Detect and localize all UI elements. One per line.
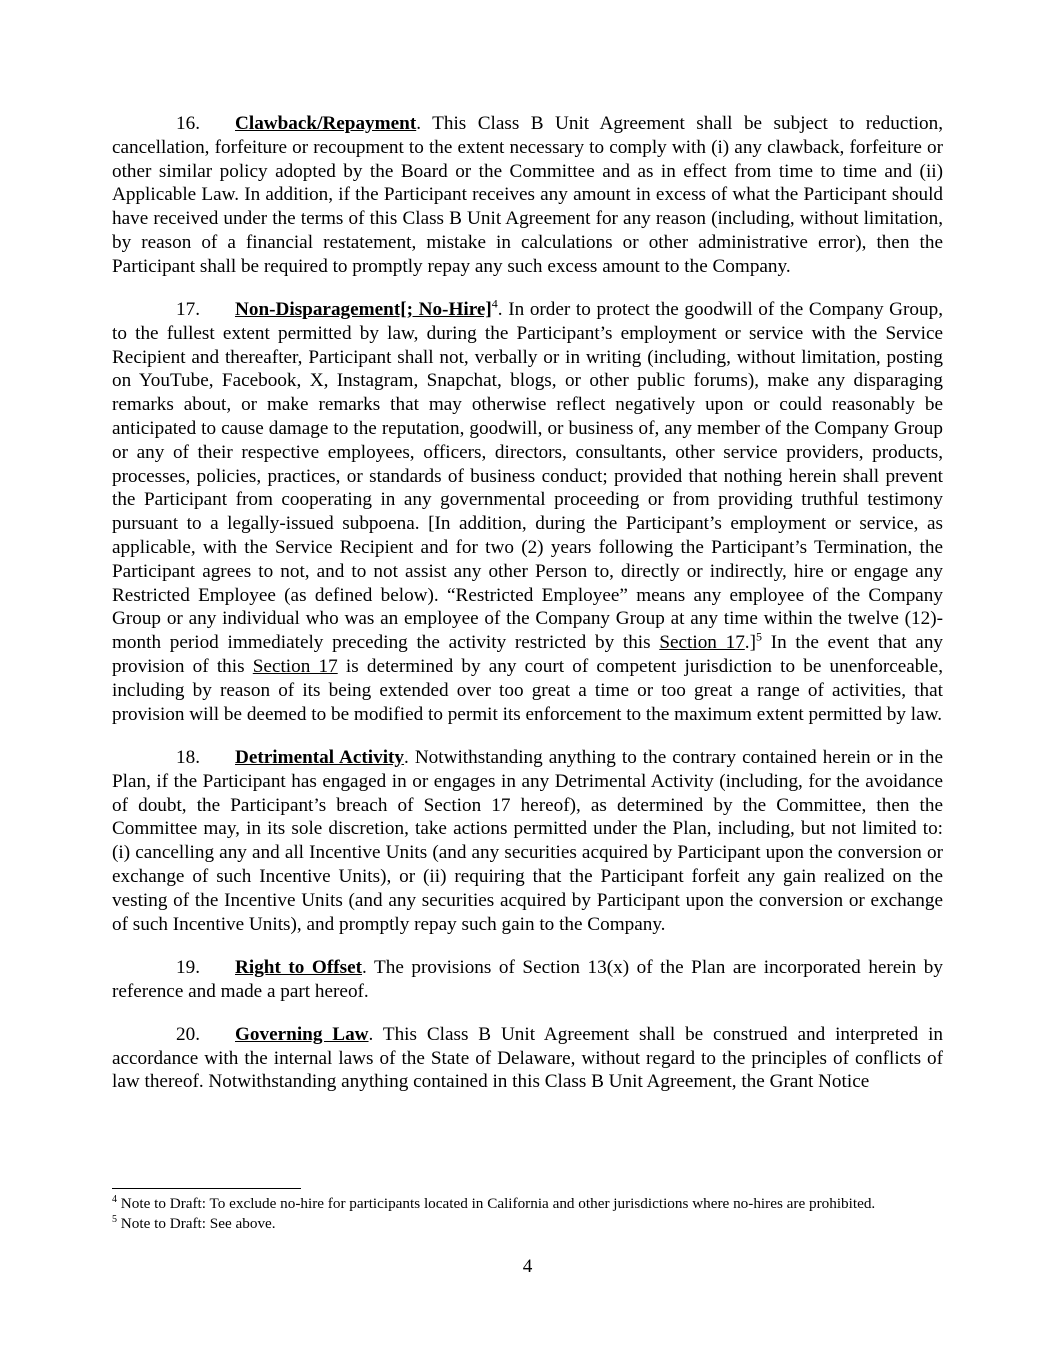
section-number: 19.	[176, 956, 200, 978]
section-18	[112, 746, 943, 936]
section-16	[112, 112, 943, 279]
footnote	[112, 1194, 943, 1213]
section-number: 17.	[176, 299, 200, 321]
section-20	[112, 1023, 943, 1094]
section-heading: Right to Offset	[235, 956, 363, 978]
footnote-text: Note to Draft: To exclude no-hire for participants located in California and other jurisdictions where no-hires are prohibited.	[117, 1195, 876, 1212]
footnote-text: Note to Draft: See above.	[117, 1215, 276, 1232]
section-heading: Non-Disparagement[; No-Hire]	[235, 299, 492, 321]
footnote-marker: 4	[112, 1193, 117, 1205]
section-text: . This Class B Unit Agreement shall be subject to reduction, cancellation, forfeiture or recoupment to the extent necessary to comply with (i) any clawback, forfeiture or other similar policy adopted by the Board or the Committee and as in effect from time to time and (ii) Applicable Law. In addition, if the Participant receives any amount in excess of what the Participant should have received under the terms of this Class B Unit Agreement for any reason (including, without limitation, by reason of a financial restatement, mistake in calculations or other administrative error), then the Participant shall be required to promptly repay any such excess amount to the Company.	[112, 113, 943, 277]
section-number: 16.	[176, 113, 200, 134]
section-text: In the event that any provision of this	[112, 632, 944, 678]
footnote	[112, 1214, 943, 1233]
section-heading: Detrimental Activity	[235, 746, 405, 768]
section-number: 20.	[176, 1023, 200, 1045]
footnotes	[112, 1194, 943, 1234]
section-text: . This Class B Unit Agreement shall be construed and interpreted in accordance with the internal laws of the State of Delaware, without regard to the principles of conflicts of law thereof. Notwithstanding anything contained in this Class B Unit Agreement, the Grant Notice	[112, 1023, 943, 1093]
section-text: . The provisions of Section 13(x) of the Plan are incorporated herein by reference and made a part hereof.	[112, 956, 943, 1002]
section-cross-reference[interactable]: Section 17	[252, 656, 338, 678]
document-body	[112, 112, 943, 1114]
section-number: 18.	[176, 746, 200, 768]
section-19	[112, 956, 943, 1004]
section-heading: Governing Law	[235, 1023, 369, 1045]
section-heading: Clawback/Repayment	[235, 113, 417, 134]
footnote-separator	[112, 1188, 301, 1189]
section-cross-reference[interactable]: Section 17	[659, 632, 745, 654]
section-text: is determined by any court of competent jurisdiction to be unenforceable, including by reason of its being extended over too great a time or too great a range of activities, that provision will be deemed to be modified to permit its enforcement to the maximum extent permitted by law.	[112, 656, 943, 725]
footnote-reference[interactable]: 4	[491, 296, 498, 311]
footnote-reference[interactable]: 5	[755, 629, 762, 644]
section-text: .]	[744, 632, 756, 654]
section-text: . Notwithstanding anything to the contrary contained herein or in the Plan, if the Participant has engaged in or engages in any Detrimental Activity (including, for the avoidance of doubt, the Participant’s breach of Section 17 hereof), as determined by the Committee, then the Committee may, in its sole discretion, take actions permitted under the Plan, including, but not limited to: (i) cancelling any and all Incentive Units (and any securities acquired by Participant upon the conversion or exchange of such Incentive Units), or (ii) requiring that the Participant forfeit any gain realized on the vesting of the Incentive Units (and any securities acquired by Participant upon the conversion or exchange of such Incentive Units), and promptly repay such gain to the Company.	[112, 746, 943, 935]
section-text: . In order to protect the goodwill of the Company Group, to the fullest extent permitted by law, during the Participant’s employment or service with the Service Recipient and thereafter, Participant shall not, verbally or in writing (including, without limitation, posting on YouTube, Facebook, X, Instagram, Snapchat, blogs, or other public forums), make any disparaging remarks about, or make remarks that may otherwise reflect negatively upon or could reasonably be anticipated to cause damage to the reputation, goodwill, or business of, any member of the Company Group or any of their respective employees, officers, directors, consultants, other service providers, products, processes, policies, practices, or standards of business conduct; provided that nothing herein shall prevent the Participant from cooperating in any governmental proceeding or from providing truthful testimony pursuant to a legally-issued subpoena. [In addition, during the Participant’s employment or service, as applicable, with the Service Recipient and for two (2) years following the Participant’s Termination, the Participant agrees to not, and to not assist any other Person to, directly or indirectly, hire or engage any Restricted Employee (as defined below). “Restricted Employee” means any employee of the Company Group or any individual who was an employee of the Company Group at any time within the twelve (12)-month period immediately preceding the activity restricted by this	[112, 299, 943, 654]
page-number: 4	[522, 1256, 533, 1277]
footnote-marker: 5	[112, 1213, 117, 1225]
section-17	[112, 298, 943, 726]
